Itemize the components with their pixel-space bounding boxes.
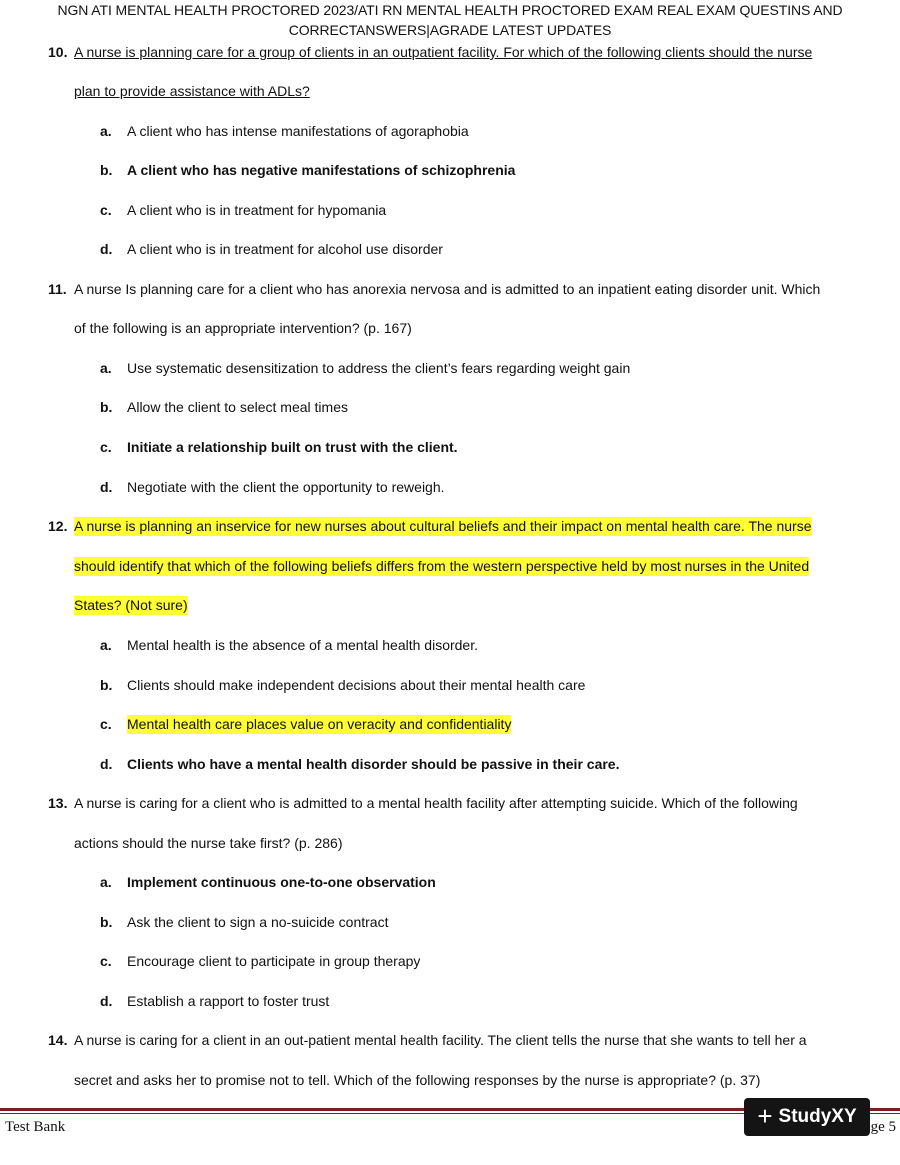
option-letter: b. — [100, 677, 113, 693]
option-letter: c. — [100, 202, 112, 218]
option-text: Negotiate with the client the opportunity to reweigh. — [127, 479, 445, 495]
option-letter: d. — [100, 241, 113, 257]
question-text-highlighted: should identify that which of the following beliefs differs from the western perspective held by most nurses in the United — [74, 558, 810, 574]
option-text-answer: Clients who have a mental health disorder should be passive in their care. — [127, 756, 620, 772]
question-text: A nurse is caring for a client in an out-patient mental health facility. The client tells the nurse that she wants to tell her a — [74, 1032, 807, 1048]
option-letter: a. — [100, 123, 112, 139]
option-letter: b. — [100, 399, 113, 415]
option-text: Establish a rapport to foster trust — [127, 993, 330, 1009]
option-letter: a. — [100, 874, 112, 890]
question-text: secret and asks her to promise not to tell. Which of the following responses by the nurse is appropriate? (p. 37) — [74, 1072, 761, 1088]
option-text: Clients should make independent decisions about their mental health care — [127, 677, 586, 693]
option-letter: b. — [100, 162, 113, 178]
option-text-answer: A client who has negative manifestations of schizophrenia — [127, 162, 516, 178]
question-number: 12. — [48, 518, 68, 534]
option-letter: a. — [100, 360, 112, 376]
question-text-highlighted: States? (Not sure) — [74, 597, 188, 613]
question-text: actions should the nurse take first? (p. 286) — [74, 835, 343, 851]
header-line-1: NGN ATI MENTAL HEALTH PROCTORED 2023/ATI RN MENTAL HEALTH PROCTORED EXAM REAL EXAM QUESTINS AND — [57, 2, 843, 18]
question-number: 14. — [48, 1032, 68, 1048]
option-text-answer: Implement continuous one-to-one observation — [127, 874, 436, 890]
question-text: A nurse is caring for a client who is admitted to a mental health facility after attempting suicide. Which of the following — [74, 795, 798, 811]
option-letter: d. — [100, 756, 113, 772]
header-line-2: CORRECTANSWERS|AGRADE LATEST UPDATES — [288, 22, 612, 38]
studyxy-badge[interactable] — [744, 1098, 870, 1136]
option-letter: b. — [100, 914, 113, 930]
question-text-highlighted: A nurse is planning an inservice for new nurses about cultural beliefs and their impact on mental health care. The nurse — [74, 518, 812, 534]
page-header — [0, 0, 900, 40]
option-text-highlighted: Mental health care places value on veracity and confidentiality — [127, 716, 512, 732]
option-text: A client who is in treatment for hypomania — [127, 202, 387, 218]
option-text-answer: Initiate a relationship built on trust with the client. — [127, 439, 458, 455]
question-text: plan to provide assistance with ADLs? — [74, 83, 310, 99]
option-text: Encourage client to participate in group therapy — [127, 953, 421, 969]
question-text: A nurse Is planning care for a client who has anorexia nervosa and is admitted to an inpatient eating disorder unit. Which — [74, 281, 821, 297]
option-text: Ask the client to sign a no-suicide contract — [127, 914, 389, 930]
option-text: Use systematic desensitization to address the client’s fears regarding weight gain — [127, 360, 631, 376]
option-text: Mental health is the absence of a mental health disorder. — [127, 637, 478, 653]
option-letter: c. — [100, 953, 112, 969]
plus-icon: + — [757, 1100, 773, 1131]
option-text: A client who is in treatment for alcohol use disorder — [127, 241, 443, 257]
option-letter: d. — [100, 479, 113, 495]
question-number: 13. — [48, 795, 68, 811]
option-letter: c. — [100, 439, 112, 455]
question-text: A nurse is planning care for a group of clients in an outpatient facility. For which of the following clients should the nurse — [74, 44, 813, 60]
question-number: 10. — [48, 44, 68, 60]
option-text: A client who has intense manifestations of agoraphobia — [127, 123, 469, 139]
option-letter: d. — [100, 993, 113, 1009]
page-number: ge 5 — [870, 1119, 896, 1135]
question-text: of the following is an appropriate intervention? (p. 167) — [74, 320, 412, 336]
badge-label: StudyXY — [778, 1106, 857, 1127]
footer-left-text: Test Bank — [5, 1119, 66, 1135]
option-letter: c. — [100, 716, 112, 732]
option-letter: a. — [100, 637, 112, 653]
option-text: Allow the client to select meal times — [127, 399, 348, 415]
question-number: 11. — [48, 281, 67, 297]
